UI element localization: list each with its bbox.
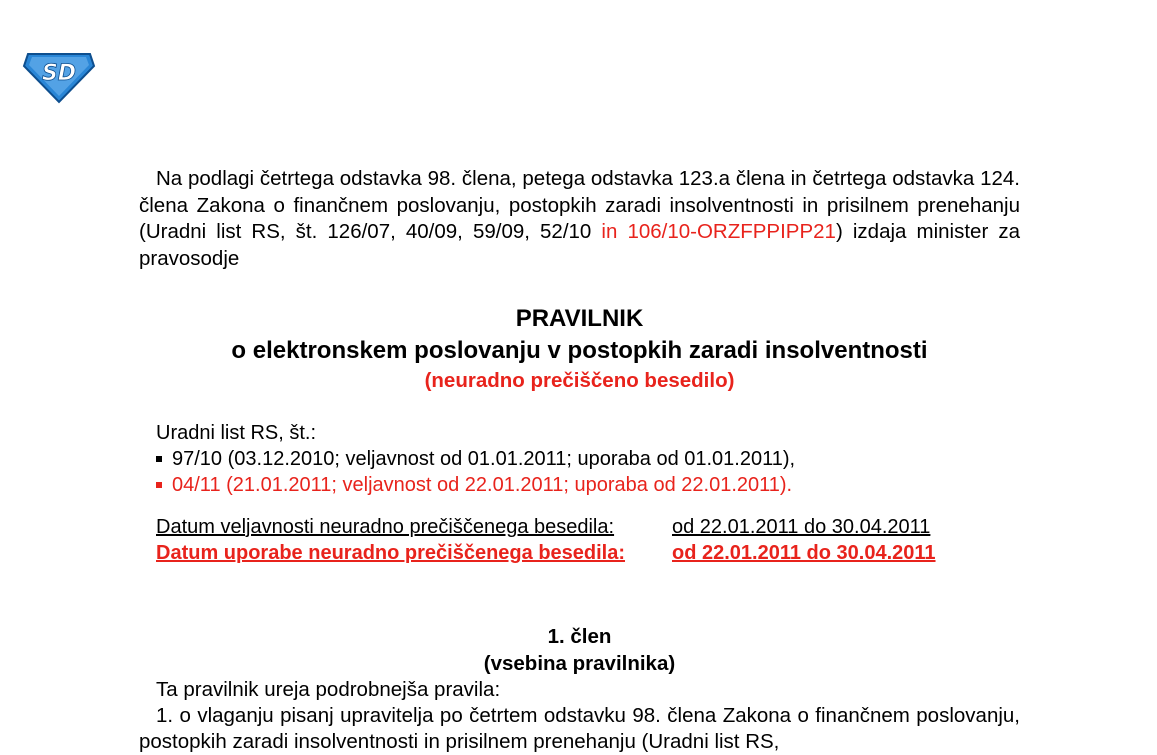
preamble-paragraph bbox=[139, 166, 1020, 272]
validity-value: od 22.01.2011 do 30.04.2011 bbox=[672, 516, 931, 538]
bullet-icon bbox=[156, 482, 162, 488]
gazette-heading: Uradni list RS, št.: bbox=[156, 422, 317, 444]
validity-label: Datum veljavnosti neuradno prečiščenega besedila: bbox=[156, 516, 615, 538]
use-row bbox=[156, 540, 1020, 566]
article-1-heading bbox=[139, 623, 1020, 677]
title-block bbox=[139, 303, 1020, 395]
gazette-list bbox=[139, 420, 1020, 498]
gazette-item bbox=[156, 472, 1020, 498]
article-title: (vsebina pravilnika) bbox=[483, 652, 676, 675]
article-item-1: 1. o vlaganju pisanj upravitelja po četrtem odstavku 98. člena Zakona o finančnem poslovanju, postopkih zaradi insolventnosti in prisilnem prenehanju (Uradni list RS, bbox=[139, 704, 1020, 753]
document-title: PRAVILNIK bbox=[515, 305, 644, 332]
gazette-item bbox=[156, 446, 1020, 472]
unofficial-note: (neuradno prečiščeno besedilo) bbox=[424, 369, 735, 392]
document-content bbox=[139, 166, 1020, 755]
preamble-tail: ) izdaja minister za pravosodje bbox=[139, 220, 1021, 270]
preamble-amendment: in 106/10-ORZFPPIPP21 bbox=[601, 220, 836, 243]
bullet-icon bbox=[156, 456, 162, 462]
use-value: od 22.01.2011 do 30.04.2011 bbox=[672, 542, 936, 564]
dates-block bbox=[139, 514, 1020, 566]
gazette-item-text: 97/10 (03.12.2010; veljavnost od 01.01.2011; uporaba od 01.01.2011), bbox=[172, 448, 796, 470]
logo-text: SD bbox=[41, 61, 77, 86]
sd-shield-logo-icon bbox=[22, 50, 96, 104]
article-number: 1. člen bbox=[547, 625, 612, 648]
validity-row bbox=[156, 514, 1020, 540]
use-label: Datum uporabe neuradno prečiščenega besedila: bbox=[156, 542, 626, 564]
gazette-item-text: 04/11 (21.01.2011; veljavnost od 22.01.2011; uporaba od 22.01.2011). bbox=[172, 474, 793, 496]
article-intro: Ta pravilnik ureja podrobnejša pravila: bbox=[156, 678, 501, 701]
document-subtitle: o elektronskem poslovanju v postopkih zaradi insolventnosti bbox=[231, 337, 928, 364]
preamble-text: Na podlagi četrtega odstavka 98. člena, petega odstavka 123.a člena in četrtega odstavka 124. člena Zakona o finančnem poslovanju, postopkih zaradi insolventnosti in prisilnem prenehanju (Uradni list RS, št. 126/07, 40/09, 59/09, 52/10 bbox=[139, 167, 1020, 243]
